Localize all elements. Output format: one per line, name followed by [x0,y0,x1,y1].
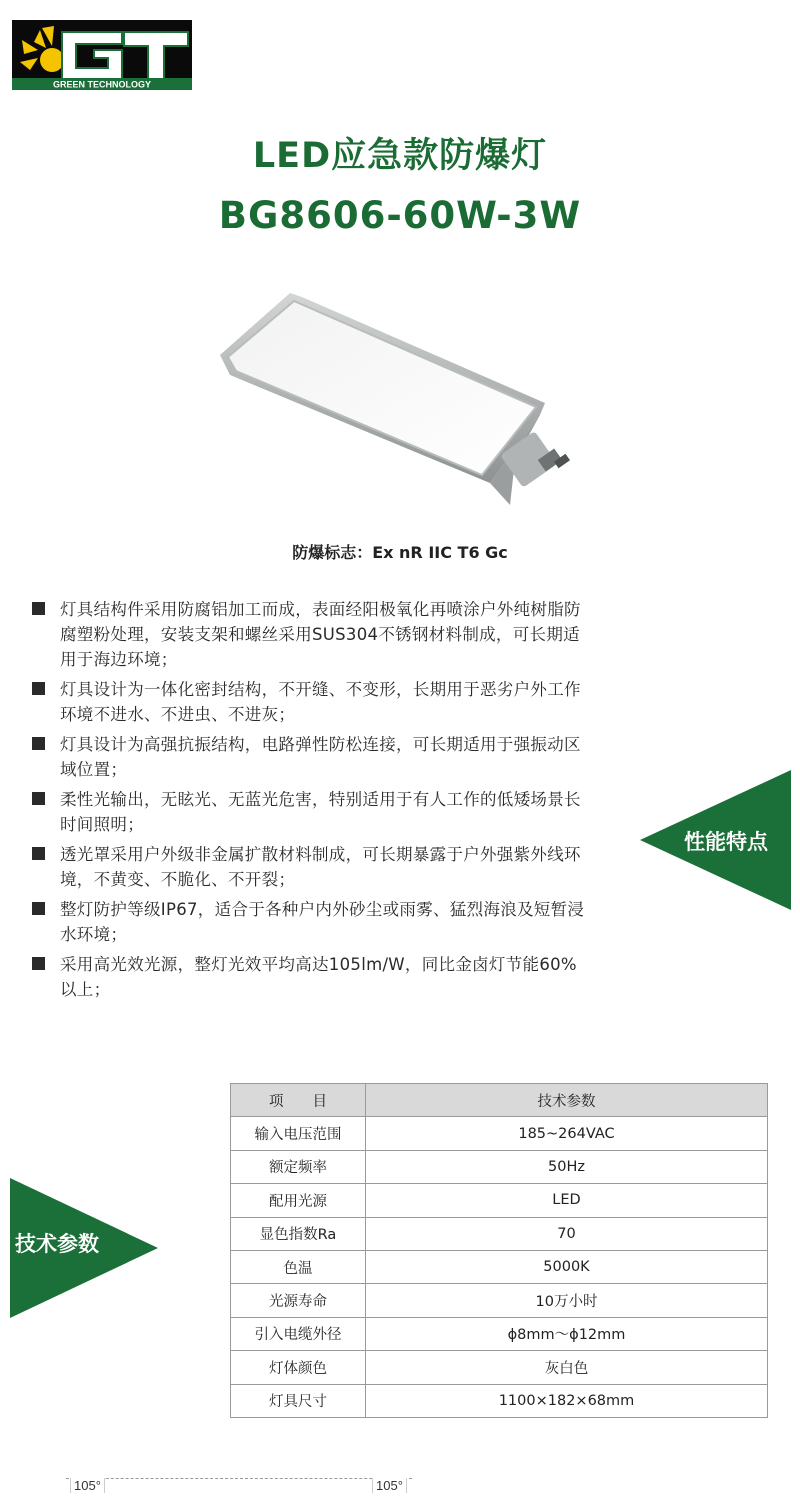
beam-angle-right: 105° [372,1478,407,1493]
light-distribution-diagram [66,1478,412,1501]
table-row: 配用光源 LED [231,1184,768,1217]
table-row: 输入电压范围 185~264VAC [231,1117,768,1150]
bullet-icon [32,602,45,615]
specs-badge-label: 技术参数 [15,1232,99,1256]
brand-logo [12,20,192,90]
list-item: 柔性光输出，无眩光、无蓝光危害，特别适用于有人工作的低矮场景长时间照明； [30,787,590,837]
bullet-icon [32,902,45,915]
list-item: 透光罩采用户外级非金属扩散材料制成，可长期暴露于户外强紫外线环境，不黄变、不脆化、不开裂； [30,842,590,892]
model-number: BG8606-60W-3W [218,194,582,237]
beam-angle-left: 105° [70,1478,105,1493]
page-title: LED应急款防爆灯 [252,136,548,176]
features-badge [640,770,791,910]
table-row: 光源寿命 10万小时 [231,1284,768,1317]
feature-list [30,597,590,1007]
table-row: 灯体颜色 灰白色 [231,1351,768,1384]
header-value: 技术参数 [366,1084,768,1117]
product-image [210,285,590,510]
table-row: 灯具尺寸 1100×182×68mm [231,1384,768,1417]
specs-badge [10,1178,158,1318]
table-row: 显色指数Ra 70 [231,1217,768,1250]
list-item: 采用高光效光源，整灯光效平均高达105lm/W，同比金卤灯节能60%以上； [30,952,590,1002]
header-item: 项 目 [231,1084,366,1117]
bullet-icon [32,957,45,970]
logo-tagline: GREEN TECHNOLOGY [52,79,152,90]
bullet-icon [32,682,45,695]
table-row: 色温 5000K [231,1250,768,1283]
list-item: 灯具结构件采用防腐铝加工而成，表面经阳极氧化再喷涂户外纯树脂防腐塑粉处理，安装支架和螺丝采用SUS304不锈钢材料制成，可长期适用于海边环境； [30,597,590,672]
table-row: 引入电缆外径 ϕ8mm～ϕ12mm [231,1317,768,1350]
explosion-proof-mark: 防爆标志：Ex nR IIC T6 Gc [292,543,508,562]
list-item: 灯具设计为一体化密封结构，不开缝、不变形，长期用于恶劣户外工作环境不进水、不进虫、不进灰； [30,677,590,727]
bullet-icon [32,792,45,805]
table-row: 额定频率 50Hz [231,1150,768,1183]
table-header-row [231,1084,768,1117]
features-badge-label: 性能特点 [684,830,768,854]
list-item: 整灯防护等级IP67，适合于各种户内外砂尘或雨雾、猛烈海浪及短暂浸水环境； [30,897,590,947]
bullet-icon [32,847,45,860]
bullet-icon [32,737,45,750]
spec-table [230,1083,768,1418]
list-item: 灯具设计为高强抗振结构，电路弹性防松连接，可长期适用于强振动区域位置； [30,732,590,782]
